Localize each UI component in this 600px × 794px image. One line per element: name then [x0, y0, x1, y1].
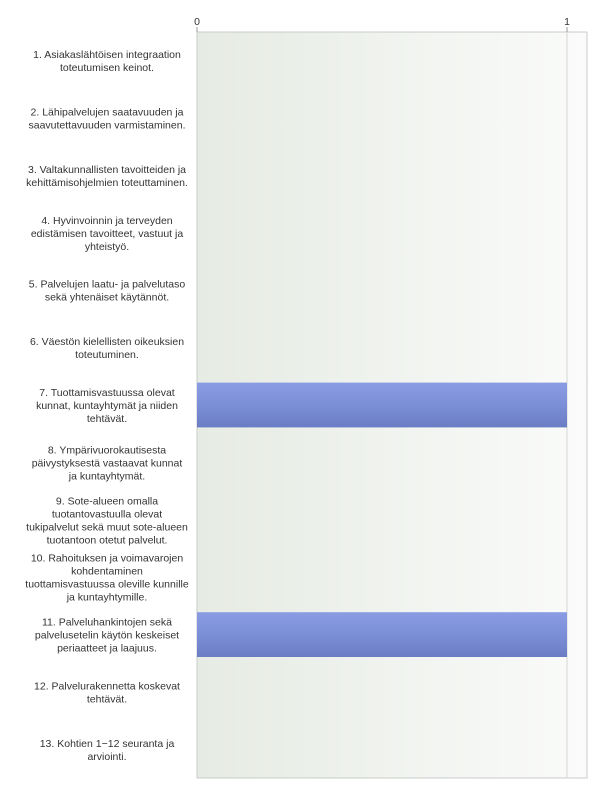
category-label-line: tuotantoon otetut palvelut. [46, 534, 168, 547]
category-label-1 [33, 49, 181, 74]
category-label-line: toteutumisen keinot. [60, 62, 154, 75]
category-label-5 [29, 279, 186, 304]
category-label-line: tuotantovastuulla olevat [51, 508, 163, 521]
category-label-line: 7. Tuottamisvastuussa olevat [39, 387, 175, 399]
category-label-line: kehittämisohjelmien toteuttaminen. [26, 177, 188, 189]
bar-11 [197, 612, 567, 657]
category-label-6 [30, 336, 184, 361]
category-label-13 [40, 738, 175, 763]
category-label-line: 9. Sote-alueen omalla [55, 495, 159, 508]
category-label-line: edistämisen tavoitteet, vastuut ja [30, 227, 184, 240]
category-label-11 [35, 617, 179, 655]
x-tick-label-0: 0 [194, 16, 200, 28]
category-label-line: päivystyksestä vastaavat kunnat [31, 457, 183, 470]
category-label-line: toteutuminen. [75, 349, 139, 362]
category-label-line: 11. Palveluhankintojen sekä [42, 616, 172, 629]
category-label-line: tukipalvelut sekä muut sote-alueen [26, 521, 188, 534]
category-label-3 [26, 164, 188, 189]
category-label-4 [31, 215, 183, 253]
category-label-line: 10. Rahoituksen ja voimavarojen [30, 552, 184, 565]
category-label-line: kohdentaminen [71, 565, 143, 578]
category-label-12 [34, 680, 180, 705]
category-label-line: 5. Palvelujen laatu- ja palvelutaso [28, 278, 186, 291]
category-label-9 [26, 495, 188, 546]
category-label-8 [32, 444, 183, 482]
category-label-line: ja kuntayhtymille. [66, 591, 148, 604]
category-label-7 [36, 387, 178, 425]
category-labels [25, 49, 189, 763]
category-label-line: tehtävät. [86, 413, 128, 425]
category-label-line: sekä yhtenäiset käytännöt. [44, 291, 170, 304]
category-label-line: 13. Kohtien 1−12 seuranta ja [39, 737, 175, 750]
category-label-line: palvelusetelin käytön keskeiset [34, 629, 180, 642]
category-label-line: 4. Hyvinvoinnin ja terveyden [41, 214, 173, 227]
category-label-line: ja kuntayhtymät. [68, 470, 146, 483]
category-label-line: kunnat, kuntayhtymät ja niiden [36, 400, 178, 412]
bar-7 [197, 383, 567, 428]
x-tick-label-1: 1 [564, 16, 570, 28]
category-label-line: saavutettavuuden varmistaminen. [28, 119, 186, 132]
category-label-line: arviointi. [87, 750, 127, 763]
category-label-line: 6. Väestön kielellisten oikeuksien [29, 336, 185, 349]
category-label-line: 1. Asiakaslähtöisen integraation [33, 49, 181, 62]
category-label-line: tuottamisvastuussa oleville kunnille [25, 578, 189, 591]
category-label-line: 3. Valtakunnallisten tavoitteiden ja [28, 164, 186, 176]
category-label-line: periaatteet ja laajuus. [57, 642, 157, 655]
category-label-line: 8. Ympärivuorokautisesta [47, 444, 167, 457]
category-label-line: yhteistyö. [84, 240, 130, 253]
category-label-2 [28, 107, 185, 132]
category-label-line: tehtävät. [86, 693, 128, 706]
category-label-line: 2. Lähipalvelujen saatavuuden ja [30, 106, 184, 119]
category-label-10 [25, 553, 189, 604]
category-label-line: 12. Palvelurakennetta koskevat [34, 680, 180, 693]
